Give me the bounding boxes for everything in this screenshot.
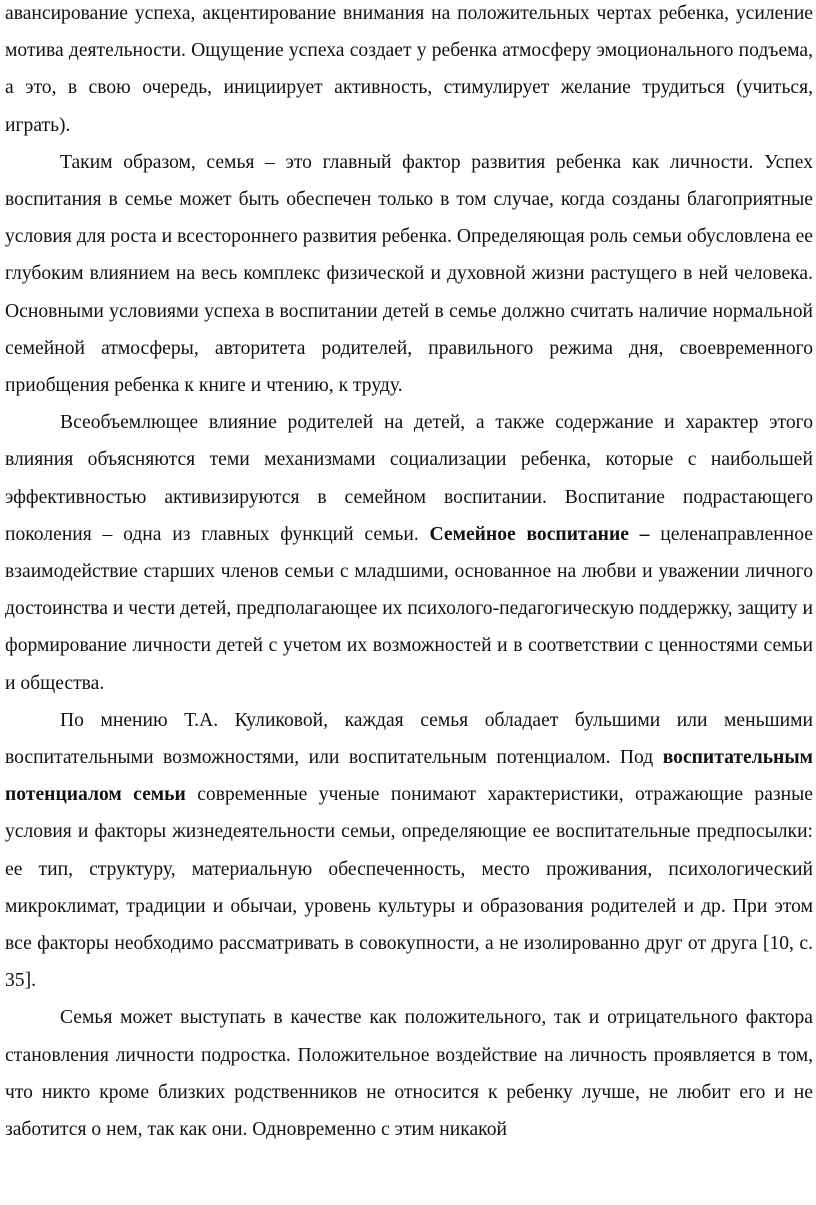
paragraph-4-text-after: современные ученые понимают характеристики, отражающие разные условия и факторы жизнедеятельности семьи, определяющие ее воспитательные предпосылки: ее тип, структуру, материальную обеспеченность, место проживания, психологический микроклимат, традиции и обычаи, уровень культуры и образования родителей и др. При этом все факторы необходимо рассматривать в совокупности, а не изолированно друг от друга [10, с. 35]. <box>5 784 813 992</box>
paragraph-4 <box>5 702 813 1000</box>
paragraph-4-text-before: По мнению Т.А. Куликовой, каждая семья обладает бульшими или меньшими воспитательными возможностями, или воспитательным потенциалом. Под <box>5 709 813 769</box>
term-family-upbringing: Семейное воспитание – <box>429 523 650 545</box>
paragraph-5: Семья может выступать в качестве как положительного, так и отрицательного фактора становления личности подростка. Положительное воздействие на личность проявляется в том, что никто кроме близких родственников не относится к ребенку лучше, не любит его и не заботится о нем, так как они. Одновременно с этим никакой <box>5 1007 813 1141</box>
paragraph-2: Таким образом, семья – это главный фактор развития ребенка как личности. Успех воспитания в семье может быть обеспечен только в том случае, когда созданы благоприятные условия для роста и всестороннего развития ребенка. Определяющая роль семьи обусловлена ее глубоким влиянием на весь комплекс физической и духовной жизни растущего в ней человека. Основными условиями успеха в воспитании детей в семье должно считать наличие нормальной семейной атмосферы, авторитета родителей, правильного режима дня, своевременного приобщения ребенка к книге и чтению, к труду. <box>5 151 813 397</box>
paragraph-1: авансирование успеха, акцентирование внимания на положительных чертах ребенка, усиление мотива деятельности. Ощущение успеха создает у ребенка атмосферу эмоционального подъема, а это, в свою очередь, инициирует активность, стимулирует желание трудиться (учиться, играть). <box>5 3 813 136</box>
term-educational-potential: воспитательным потенциалом семьи <box>5 747 813 806</box>
paragraph-3-text-after: целенаправленное взаимодействие старших членов семьи с младшими, основанное на любви и уважении личного достоинства и чести детей, предполагающее их психолого-педагогическую поддержку, защиту и формирование личности детей с учетом их возможностей и в соответствии с ценностями семьи и общества. <box>5 523 813 694</box>
paragraph-3-text-before: Всеобъемлющее влияние родителей на детей, а также содержание и характер этого влияния объясняются теми механизмами социализации ребенка, которые с наибольшей эффективностью активизируются в семейном воспитании. Воспитание подрастающего поколения – одна из главных функций семьи. <box>5 412 813 545</box>
paragraph-3 <box>5 404 813 702</box>
